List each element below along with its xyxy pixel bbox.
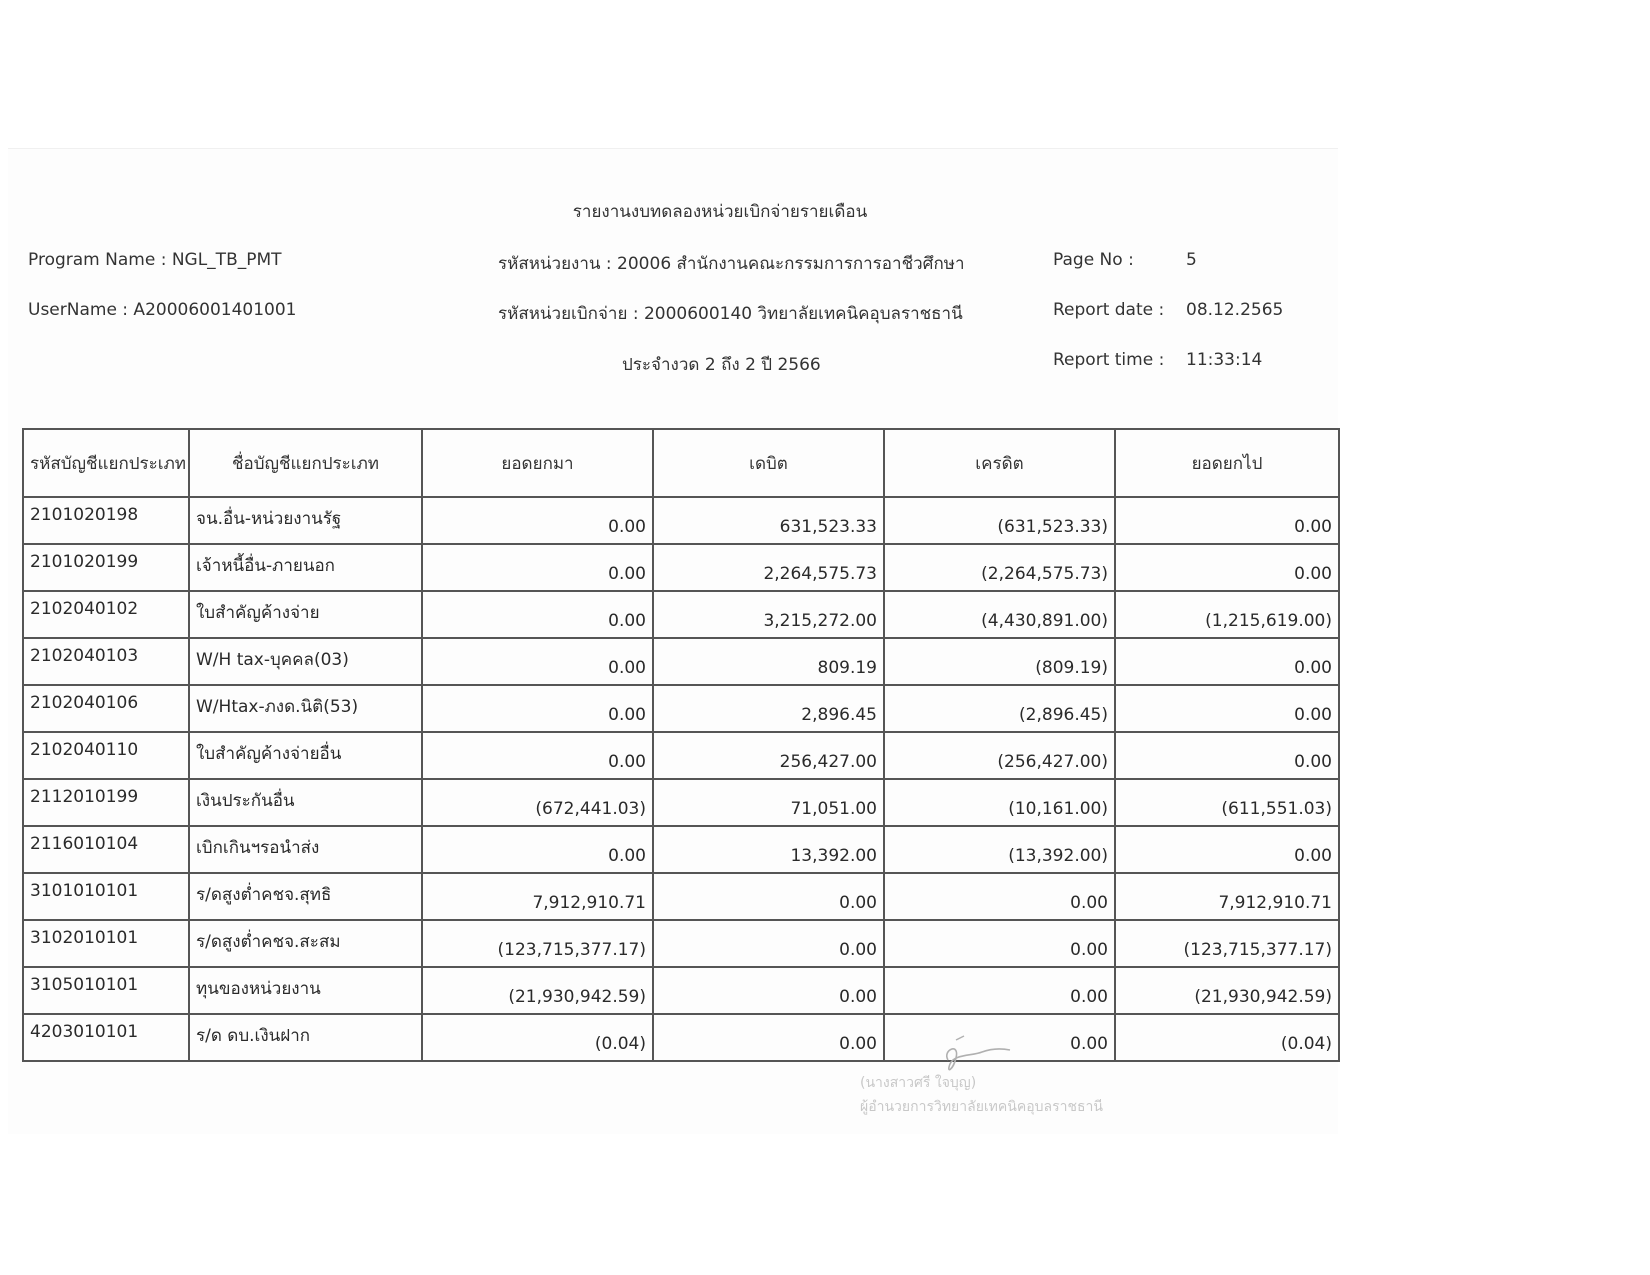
- closing-balance-cell: (123,715,377.17): [1115, 920, 1339, 967]
- trial-balance-table: [22, 428, 1340, 1062]
- table-row: [23, 826, 1339, 873]
- credit-cell: (2,896.45): [884, 685, 1115, 732]
- column-header-account-name: ชื่อบัญชีแยกประเภท: [189, 429, 422, 497]
- account-code-cell: 4203010101: [23, 1014, 189, 1061]
- table-row: [23, 544, 1339, 591]
- disbursing-unit-code: รหัสหน่วยเบิกจ่าย : 2000600140 วิทยาลัยเทคนิคอุบลราชธานี: [498, 304, 963, 324]
- closing-balance-cell: 0.00: [1115, 732, 1339, 779]
- debit-cell: 13,392.00: [653, 826, 884, 873]
- table-row: [23, 967, 1339, 1014]
- signature-position-line: ผู้อำนวยการวิทยาลัยเทคนิคอุบลราชธานี: [860, 1099, 1103, 1115]
- report-time-value: 11:33:14: [1186, 350, 1263, 370]
- account-name-cell: W/Htax-ภงด.นิติ(53): [189, 685, 422, 732]
- opening-balance-cell: (21,930,942.59): [422, 967, 653, 1014]
- account-name-cell: W/H tax-บุคคล(03): [189, 638, 422, 685]
- table-row: [23, 873, 1339, 920]
- credit-cell: (809.19): [884, 638, 1115, 685]
- closing-balance-cell: (1,215,619.00): [1115, 591, 1339, 638]
- debit-cell: 631,523.33: [653, 497, 884, 544]
- account-code-cell: 2116010104: [23, 826, 189, 873]
- closing-balance-cell: 0.00: [1115, 544, 1339, 591]
- column-header-account-code: รหัสบัญชีแยกประเภท: [23, 429, 189, 497]
- closing-balance-cell: 0.00: [1115, 638, 1339, 685]
- account-name-cell: จน.อื่น-หน่วยงานรัฐ: [189, 497, 422, 544]
- opening-balance-cell: (123,715,377.17): [422, 920, 653, 967]
- table-row: [23, 920, 1339, 967]
- agency-code: รหัสหน่วยงาน : 20006 สำนักงานคณะกรรมการการอาชีวศึกษา: [498, 254, 965, 274]
- column-header-opening-balance: ยอดยกมา: [422, 429, 653, 497]
- closing-balance-cell: (0.04): [1115, 1014, 1339, 1061]
- debit-cell: 256,427.00: [653, 732, 884, 779]
- column-header-debit: เดบิต: [653, 429, 884, 497]
- table-row: [23, 497, 1339, 544]
- debit-cell: 809.19: [653, 638, 884, 685]
- page-no-label: Page No :: [1053, 250, 1134, 270]
- account-name-cell: เบิกเกินฯรอนำส่ง: [189, 826, 422, 873]
- account-code-cell: 2102040103: [23, 638, 189, 685]
- debit-cell: 0.00: [653, 967, 884, 1014]
- opening-balance-cell: (0.04): [422, 1014, 653, 1061]
- report-title: รายงานงบทดลองหน่วยเบิกจ่ายรายเดือน: [572, 202, 868, 222]
- table-row: [23, 1014, 1339, 1061]
- account-name-cell: ใบสำคัญค้างจ่าย: [189, 591, 422, 638]
- account-code-cell: 2102040106: [23, 685, 189, 732]
- account-code-cell: 2102040102: [23, 591, 189, 638]
- signature-name-line: (นางสาวศรี ใจบุญ): [860, 1075, 977, 1091]
- closing-balance-cell: 0.00: [1115, 685, 1339, 732]
- table-row: [23, 591, 1339, 638]
- credit-cell: (631,523.33): [884, 497, 1115, 544]
- credit-cell: 0.00: [884, 920, 1115, 967]
- credit-cell: (10,161.00): [884, 779, 1115, 826]
- program-name: Program Name : NGL_TB_PMT: [28, 250, 282, 270]
- credit-cell: (4,430,891.00): [884, 591, 1115, 638]
- account-code-cell: 3101010101: [23, 873, 189, 920]
- account-name-cell: ร/ด ดบ.เงินฝาก: [189, 1014, 422, 1061]
- opening-balance-cell: 0.00: [422, 638, 653, 685]
- table-row: [23, 638, 1339, 685]
- closing-balance-cell: 0.00: [1115, 826, 1339, 873]
- account-name-cell: เจ้าหนี้อื่น-ภายนอก: [189, 544, 422, 591]
- page-no-value: 5: [1186, 250, 1197, 270]
- column-header-credit: เครดิต: [884, 429, 1115, 497]
- opening-balance-cell: 0.00: [422, 826, 653, 873]
- account-name-cell: ทุนของหน่วยงาน: [189, 967, 422, 1014]
- account-name-cell: ใบสำคัญค้างจ่ายอื่น: [189, 732, 422, 779]
- closing-balance-cell: (611,551.03): [1115, 779, 1339, 826]
- debit-cell: 2,896.45: [653, 685, 884, 732]
- report-date-value: 08.12.2565: [1186, 300, 1284, 320]
- table-header-row: [23, 429, 1339, 497]
- table-row: [23, 779, 1339, 826]
- credit-cell: 0.00: [884, 873, 1115, 920]
- report-time-label: Report time :: [1053, 350, 1165, 370]
- account-code-cell: 2101020199: [23, 544, 189, 591]
- credit-cell: (13,392.00): [884, 826, 1115, 873]
- debit-cell: 71,051.00: [653, 779, 884, 826]
- closing-balance-cell: (21,930,942.59): [1115, 967, 1339, 1014]
- debit-cell: 3,215,272.00: [653, 591, 884, 638]
- opening-balance-cell: (672,441.03): [422, 779, 653, 826]
- account-code-cell: 2101020198: [23, 497, 189, 544]
- account-code-cell: 3105010101: [23, 967, 189, 1014]
- column-header-closing-balance: ยอดยกไป: [1115, 429, 1339, 497]
- username: UserName : A20006001401001: [28, 300, 297, 320]
- table-row: [23, 732, 1339, 779]
- debit-cell: 0.00: [653, 1014, 884, 1061]
- credit-cell: 0.00: [884, 967, 1115, 1014]
- account-name-cell: ร/ดสูงต่ำคชจ.สะสม: [189, 920, 422, 967]
- debit-cell: 0.00: [653, 873, 884, 920]
- opening-balance-cell: 0.00: [422, 732, 653, 779]
- account-code-cell: 3102010101: [23, 920, 189, 967]
- credit-cell: 0.00: [884, 1014, 1115, 1061]
- account-name-cell: เงินประกันอื่น: [189, 779, 422, 826]
- table-row: [23, 685, 1339, 732]
- credit-cell: (2,264,575.73): [884, 544, 1115, 591]
- closing-balance-cell: 0.00: [1115, 497, 1339, 544]
- account-code-cell: 2102040110: [23, 732, 189, 779]
- account-name-cell: ร/ดสูงต่ำคชจ.สุทธิ: [189, 873, 422, 920]
- opening-balance-cell: 7,912,910.71: [422, 873, 653, 920]
- opening-balance-cell: 0.00: [422, 591, 653, 638]
- credit-cell: (256,427.00): [884, 732, 1115, 779]
- opening-balance-cell: 0.00: [422, 685, 653, 732]
- report-date-label: Report date :: [1053, 300, 1165, 320]
- opening-balance-cell: 0.00: [422, 497, 653, 544]
- account-code-cell: 2112010199: [23, 779, 189, 826]
- debit-cell: 0.00: [653, 920, 884, 967]
- report-period: ประจำงวด 2 ถึง 2 ปี 2566: [622, 355, 821, 375]
- debit-cell: 2,264,575.73: [653, 544, 884, 591]
- closing-balance-cell: 7,912,910.71: [1115, 873, 1339, 920]
- opening-balance-cell: 0.00: [422, 544, 653, 591]
